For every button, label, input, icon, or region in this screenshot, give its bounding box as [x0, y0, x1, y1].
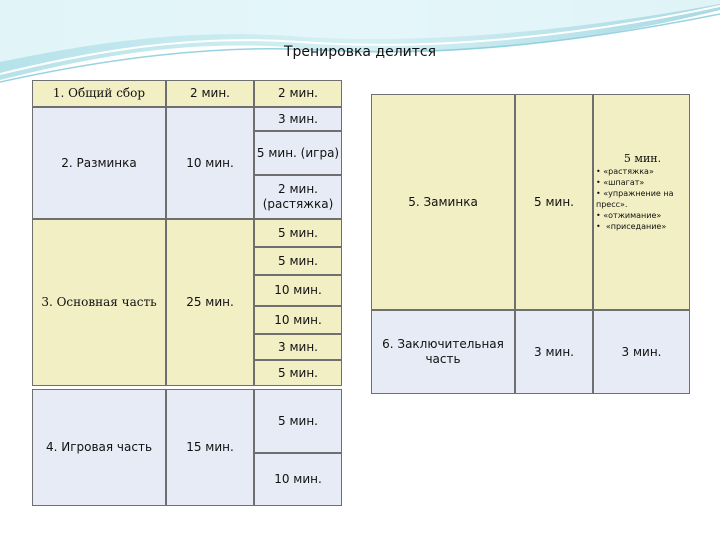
row-3-part-3: 10 мин.	[254, 275, 342, 306]
row-5-total: 5 мин.	[515, 94, 593, 310]
row-2-name: 2. Разминка	[32, 107, 166, 219]
row-3-name: 3. Основная часть	[32, 219, 166, 386]
row-2-part-3: 2 мин. (растяжка)	[254, 175, 342, 219]
row-2-part-1: 3 мин.	[254, 107, 342, 131]
row-1-name: 1. Общий сбор	[32, 80, 166, 107]
row-4-part-2: 10 мин.	[254, 453, 342, 506]
row-6-name: 6. Заключительная часть	[371, 310, 515, 394]
list-item: • «упражнение на пресс».	[596, 189, 674, 209]
row-4-part-1: 5 мин.	[254, 389, 342, 453]
exercise-list	[596, 166, 689, 232]
row-5-detail-head: 5 мин.	[623, 152, 662, 165]
row-5-name: 5. Заминка	[371, 94, 515, 310]
row-6-total: 3 мин.	[515, 310, 593, 394]
row-6-detail: 3 мин.	[593, 310, 690, 394]
list-item: • «растяжка»	[596, 167, 654, 176]
row-3-part-1: 5 мин.	[254, 219, 342, 247]
row-3-part-2: 5 мин.	[254, 247, 342, 275]
list-item: • «шпагат»	[596, 178, 645, 187]
row-3-total: 25 мин.	[166, 219, 254, 386]
row-4-total: 15 мин.	[166, 389, 254, 506]
row-3-part-5: 3 мин.	[254, 334, 342, 360]
row-2-total: 10 мин.	[166, 107, 254, 219]
row-4-name: 4. Игровая часть	[32, 389, 166, 506]
row-1-total: 2 мин.	[166, 80, 254, 107]
row-2-part-2: 5 мин. (игра)	[254, 131, 342, 175]
list-item: • «приседание»	[596, 222, 667, 231]
page-title: Тренировка делится	[283, 44, 437, 60]
row-3-part-6: 5 мин.	[254, 360, 342, 386]
row-1-part-1: 2 мин.	[254, 80, 342, 107]
row-3-part-4: 10 мин.	[254, 306, 342, 334]
row-5-detail	[593, 94, 690, 310]
list-item: • «отжимание»	[596, 211, 662, 220]
